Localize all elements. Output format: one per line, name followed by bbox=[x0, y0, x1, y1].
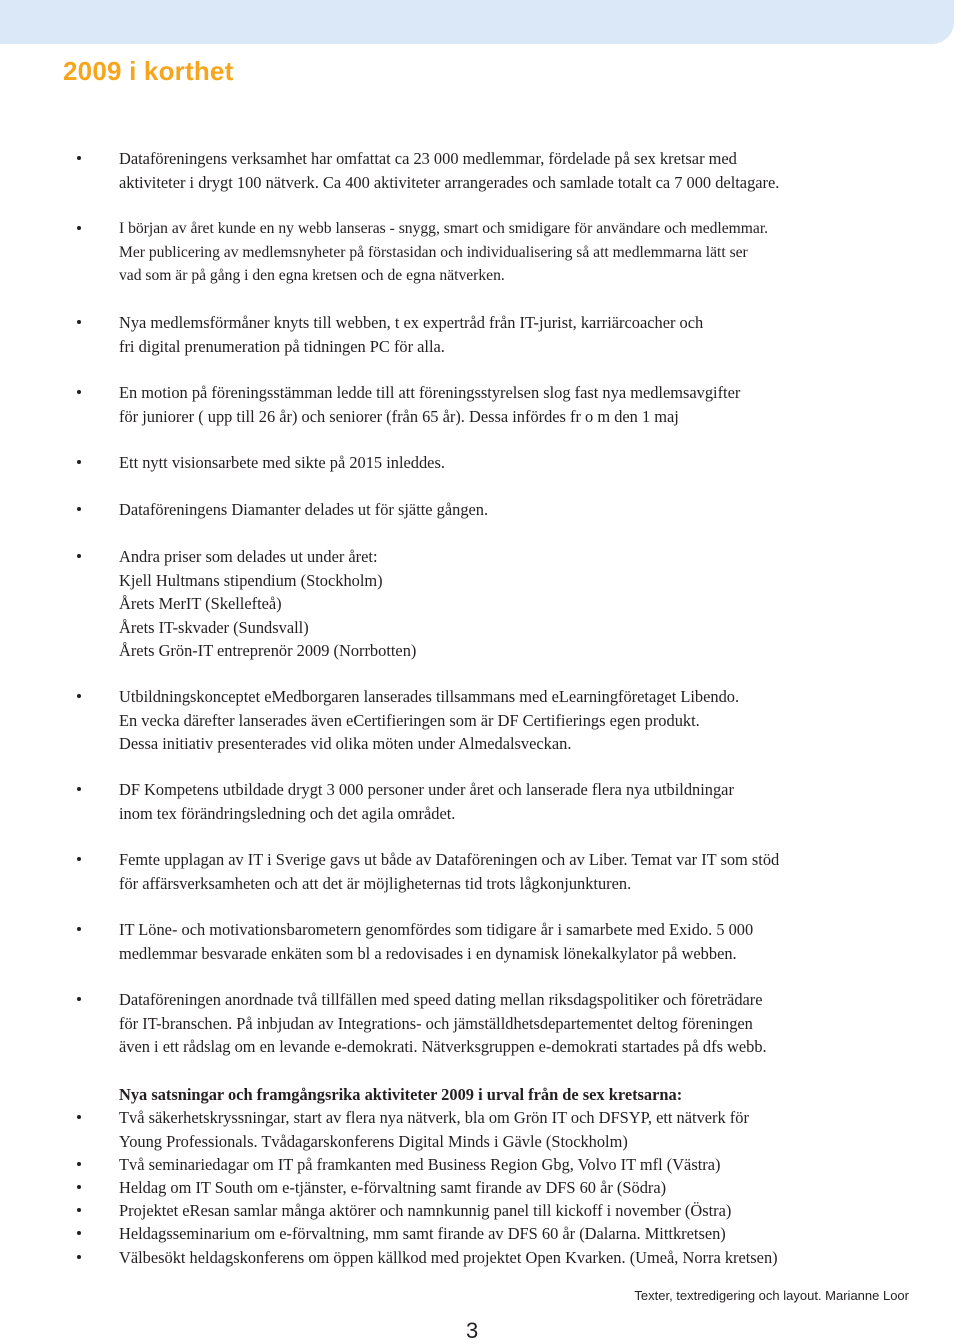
footer-credit: Texter, textredigering och layout. Marianne Loor bbox=[634, 1288, 909, 1303]
list-item bbox=[119, 1222, 919, 1246]
bullet-icon bbox=[77, 857, 81, 861]
list-item bbox=[119, 545, 919, 663]
bullet-icon bbox=[77, 320, 81, 324]
list-item-line: Utbildningskonceptet eMedborgaren lanserades tillsammans med eLearningföretaget Libendo. bbox=[119, 687, 740, 706]
list-item-line: för juniorer ( upp till 26 år) och seniorer (från 65 år). Dessa infördes fr o m den 1 maj bbox=[119, 406, 679, 426]
bullet-icon bbox=[77, 1255, 81, 1259]
list-item-line: Young Professionals. Tvådagarskonferens Digital Minds i Gävle (Stockholm) bbox=[119, 1131, 628, 1151]
list-item-line: Två säkerhetskryssningar, start av flera nya nätverk, bla om Grön IT och DFSYP, ett nätverk för bbox=[119, 1108, 749, 1127]
list-item-line: för IT-branschen. På inbjudan av Integrations- och jämställdhetsdepartementet deltog föreningen bbox=[119, 1013, 753, 1033]
list-item bbox=[119, 778, 919, 825]
list-item-line: Nya medlemsförmåner knyts till webben, t ex expertråd från IT-jurist, karriärcoacher och bbox=[119, 313, 704, 332]
list-item-line: Dataföreningen anordnade två tillfällen med speed dating mellan riksdagspolitiker och företrädare bbox=[119, 990, 763, 1009]
list-item bbox=[119, 311, 919, 358]
list-item bbox=[119, 1153, 919, 1177]
page-title: 2009 i korthet bbox=[63, 56, 234, 86]
list-item-line: Projektet eResan samlar många aktörer och namnkunnig panel till kickoff i november (Östra) bbox=[119, 1201, 732, 1220]
bullet-icon bbox=[77, 1185, 81, 1189]
list-item bbox=[119, 1199, 919, 1223]
list-item-line: En motion på föreningsstämman ledde till att föreningsstyrelsen slog fast nya medlemsavgifter bbox=[119, 383, 741, 402]
list-item-line: Dessa initiativ presenterades vid olika möten under Almedalsveckan. bbox=[119, 734, 572, 753]
bullet-icon bbox=[77, 390, 81, 394]
list-item-line: En vecka därefter lanserades även eCertifieringen som är DF Certifierings egen produkt. bbox=[119, 710, 700, 730]
bullet-icon bbox=[77, 927, 81, 931]
list-item bbox=[119, 498, 919, 522]
list-item-line: Mer publicering av medlemsnyheter på förstasidan och individualisering så att medlemmarna lätt ser bbox=[119, 243, 748, 261]
list-item-line: Heldag om IT South om e-tjänster, e-förvaltning samt firande av DFS 60 år (Södra) bbox=[119, 1178, 667, 1197]
list-item-line: Årets MerIT (Skellefteå) bbox=[119, 594, 282, 613]
bullet-icon bbox=[77, 997, 81, 1001]
list-item-line: för affärsverksamheten och att det är möjligheternas tid trots lågkonjunkturen. bbox=[119, 873, 632, 893]
list-item-line: inom tex förändringsledning och det agila området. bbox=[119, 803, 456, 823]
list-item-line: IT Löne- och motivationsbarometern genomfördes som tidigare år i samarbete med Exido. 5 000 bbox=[119, 920, 754, 939]
bullet-icon bbox=[77, 507, 81, 511]
list-item-line: Femte upplagan av IT i Sverige gavs ut både av Dataföreningen och av Liber. Temat var IT som stöd bbox=[119, 850, 780, 869]
section-heading-text: Nya satsningar och framgångsrika aktiviteter 2009 i urval från de sex kretsarna: bbox=[119, 1085, 683, 1104]
bullet-icon bbox=[77, 1115, 81, 1119]
list-item-line: medlemmar besvarade enkäten som bl a redovisades i en dynamisk lönekalkylator på webben. bbox=[119, 943, 737, 963]
list-item-line: vad som är på gång i den egna kretsen och de egna nätverken. bbox=[119, 267, 505, 284]
bullet-icon bbox=[77, 694, 81, 698]
list-item-line: Andra priser som delades ut under året: bbox=[119, 547, 378, 566]
bullet-icon bbox=[77, 1208, 81, 1212]
list-item bbox=[119, 381, 919, 428]
list-item-line: även i ett rådslag om en levande e-demokrati. Nätverksgruppen e-demokrati startades på dfs webb. bbox=[119, 1037, 767, 1056]
bullet-icon bbox=[77, 787, 81, 791]
section-heading bbox=[119, 1083, 919, 1107]
list-item bbox=[119, 1106, 919, 1153]
list-item-line: Kjell Hultmans stipendium (Stockholm) bbox=[119, 570, 383, 590]
list-item bbox=[119, 1176, 919, 1200]
list-item-line: fri digital prenumeration på tidningen PC för alla. bbox=[119, 336, 445, 356]
bullet-icon bbox=[77, 226, 81, 230]
list-item-line: Årets Grön-IT entreprenör 2009 (Norrbotten) bbox=[119, 641, 417, 660]
bullet-icon bbox=[77, 460, 81, 464]
bullet-icon bbox=[77, 1231, 81, 1235]
bullet-icon bbox=[77, 1162, 81, 1166]
list-item bbox=[119, 217, 919, 288]
list-item bbox=[119, 848, 919, 895]
header-band bbox=[0, 0, 954, 44]
list-item-line: aktiviteter i drygt 100 nätverk. Ca 400 aktiviteter arrangerades och samlade totalt ca 7 000 deltagare. bbox=[119, 172, 780, 192]
page-number: 3 bbox=[466, 1318, 479, 1343]
list-item bbox=[119, 147, 919, 194]
list-item-line: Ett nytt visionsarbete med sikte på 2015 inleddes. bbox=[119, 453, 445, 472]
list-item bbox=[119, 451, 919, 475]
list-item bbox=[119, 988, 919, 1059]
list-item-line: Två seminariedagar om IT på framkanten med Business Region Gbg, Volvo IT mfl (Västra) bbox=[119, 1155, 721, 1174]
list-item bbox=[119, 685, 919, 756]
list-item-line: DF Kompetens utbildade drygt 3 000 personer under året och lanserade flera nya utbildningar bbox=[119, 780, 734, 799]
list-item bbox=[119, 1246, 919, 1270]
list-item-line: I början av året kunde en ny webb lanseras - snygg, smart och smidigare för användare och medlemmar. bbox=[119, 220, 769, 237]
list-item-line: Heldagsseminarium om e-förvaltning, mm samt firande av DFS 60 år (Dalarna. Mittkretsen) bbox=[119, 1224, 726, 1243]
list-item-line: Årets IT-skvader (Sundsvall) bbox=[119, 617, 309, 637]
list-item bbox=[119, 918, 919, 965]
list-item-line: Välbesökt heldagskonferens om öppen källkod med projektet Open Kvarken. (Umeå, Norra kretsen) bbox=[119, 1248, 778, 1267]
list-item-line: Dataföreningens verksamhet har omfattat ca 23 000 medlemmar, fördelade på sex kretsar med bbox=[119, 149, 737, 168]
list-item-line: Dataföreningens Diamanter delades ut för sjätte gången. bbox=[119, 500, 489, 519]
bullet-icon bbox=[77, 554, 81, 558]
bullet-icon bbox=[77, 156, 81, 160]
